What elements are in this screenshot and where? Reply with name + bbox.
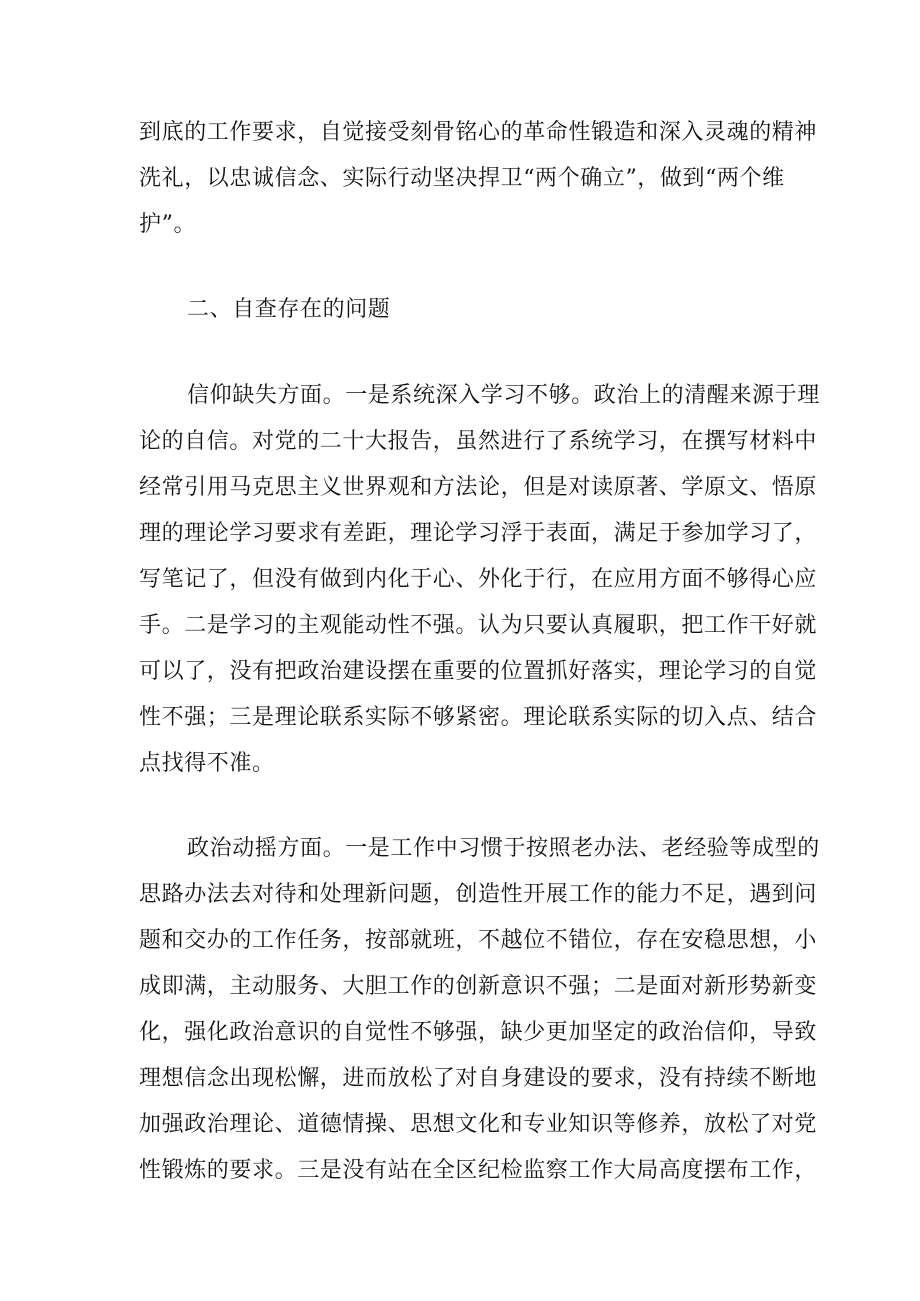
paragraph-2-line-6: 手。二是学习的主观能动性不强。认为只要认真履职，把工作干好就 xyxy=(139,613,818,638)
paragraph-2-line-4: 理的理论学习要求有差距，理论学习浮于表面，满足于参加学习了， xyxy=(139,521,818,546)
paragraph-2-line-8: 性不强；三是理论联系实际不够紧密。理论联系实际的切入点、结合 xyxy=(139,705,818,730)
paragraph-3-line-6: 理想信念出现松懈，进而放松了对自身建设的要求，没有持续不断地 xyxy=(139,1066,818,1091)
paragraph-1-line-3: 护”。 xyxy=(139,212,197,237)
paragraph-3-line-3: 题和交办的工作任务，按部就班，不越位不错位，存在安稳思想，小 xyxy=(139,928,818,953)
paragraph-3-line-4: 成即满，主动服务、大胆工作的创新意识不强；二是面对新形势新变 xyxy=(139,974,818,999)
paragraph-2-line-5: 写笔记了，但没有做到内化于心、外化于行，在应用方面不够得心应 xyxy=(139,567,818,592)
paragraph-2-line-9: 点找得不准。 xyxy=(139,751,275,776)
paragraph-3-line-7: 加强政治理论、道德情操、思想文化和专业知识等修养，放松了对党 xyxy=(139,1112,818,1137)
paragraph-2-line-3: 经常引用马克思主义世界观和方法论，但是对读原著、学原文、悟原 xyxy=(139,475,818,500)
paragraph-3-line-5: 化，强化政治意识的自觉性不够强，缺少更加坚定的政治信仰，导致 xyxy=(139,1020,818,1045)
paragraph-3-line-2: 思路办法去对待和处理新问题，创造性开展工作的能力不足，遇到问 xyxy=(139,882,818,907)
paragraph-2-line-7: 可以了，没有把政治建设摆在重要的位置抓好落实，理论学习的自觉 xyxy=(139,659,818,684)
section-heading: 二、自查存在的问题 xyxy=(187,297,391,322)
paragraph-3-line-8: 性锻炼的要求。三是没有站在全区纪检监察工作大局高度摆布工作， xyxy=(139,1158,818,1183)
paragraph-2-line-1: 信仰缺失方面。一是系统深入学习不够。政治上的清醒来源于理 xyxy=(187,383,820,408)
paragraph-3-line-1: 政治动摇方面。一是工作中习惯于按照老办法、老经验等成型的 xyxy=(187,836,820,861)
paragraph-1-line-2: 洗礼，以忠诚信念、实际行动坚决捍卫“两个确立”，做到“两个维 xyxy=(139,166,785,191)
paragraph-1-line-1: 到底的工作要求，自觉接受刻骨铭心的革命性锻造和深入灵魂的精神 xyxy=(139,120,818,145)
paragraph-2-line-2: 论的自信。对党的二十大报告，虽然进行了系统学习，在撰写材料中 xyxy=(139,429,818,454)
